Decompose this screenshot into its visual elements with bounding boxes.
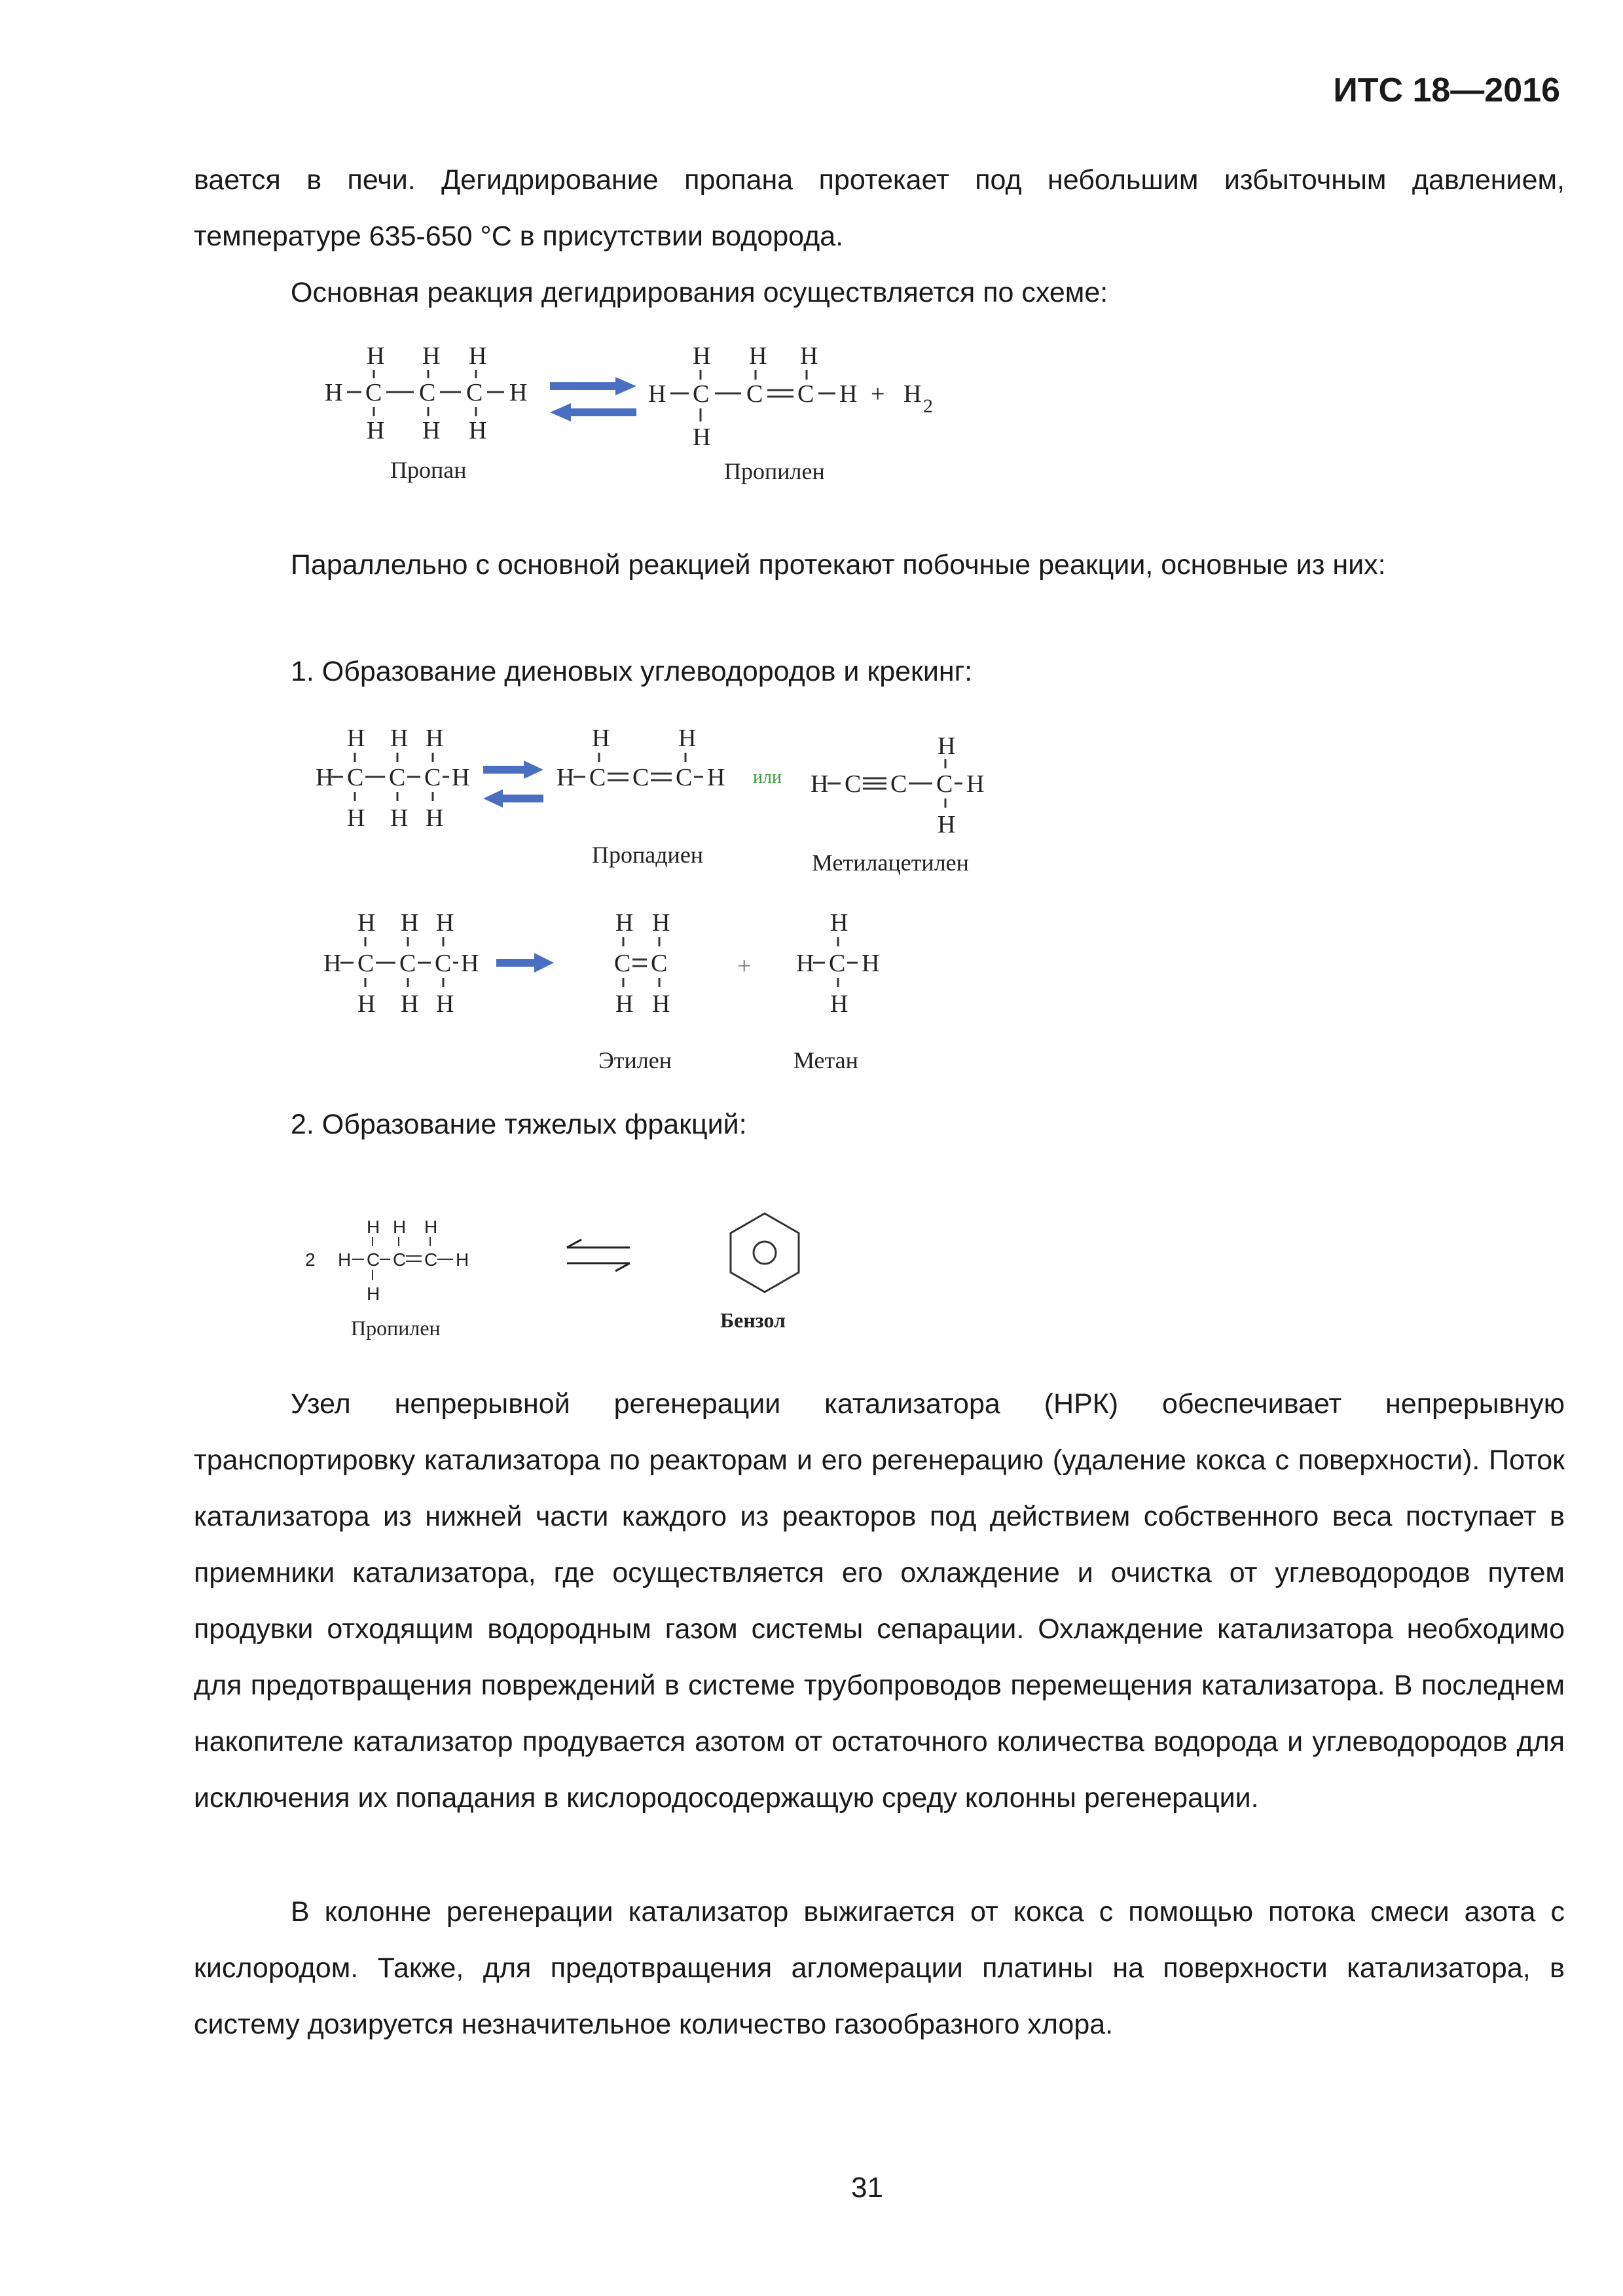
svg-text:H: H [592,725,610,752]
svg-text:H: H [652,990,670,1018]
svg-text:C: C [890,770,907,798]
svg-text:2: 2 [923,395,933,417]
list-item-1: 1. Образование диеновых углеводородов и крекинг: [291,656,973,687]
svg-text:C: C [389,764,406,791]
svg-text:H: H [469,342,487,370]
svg-text:H: H [707,764,725,791]
main-reaction [325,342,933,484]
svg-text:C: C [845,770,862,798]
svg-text:H: H [456,1249,469,1270]
document-id: ИТС 18—2016 [1333,71,1560,109]
svg-text:H: H [357,909,376,937]
reverse-arrow-icon [550,403,636,422]
cracking-reaction [323,909,879,1073]
equilibrium-arrow-icon [567,1240,630,1271]
svg-text:H: H [615,990,634,1018]
benzene-label: Бензол [720,1308,786,1332]
svg-text:H: H [347,725,365,752]
svg-text:H: H [800,342,818,370]
ethylene-label: Этилен [598,1047,672,1073]
svg-text:H: H [436,990,454,1018]
svg-text:C: C [614,950,631,977]
svg-text:C: C [347,764,364,791]
svg-text:C: C [632,764,649,791]
paragraph-3: Параллельно с основной реакцией протекают побочные реакции, основные из них: [291,549,1386,581]
forward-arrow-icon [550,377,636,395]
svg-text:H: H [401,990,419,1018]
svg-text:H: H [615,909,634,937]
svg-text:H: H [862,950,880,977]
forward-arrow-icon [483,761,543,779]
svg-text:H: H [693,423,711,451]
benzene-ring-icon [731,1213,799,1292]
svg-text:H: H [393,1217,407,1237]
svg-text:H: H [830,990,848,1018]
svg-text:C: C [424,764,441,791]
svg-text:H: H [938,732,956,760]
svg-text:H: H [509,379,528,406]
forward-arrow-icon [496,953,554,973]
svg-text:+: + [737,952,752,980]
svg-text:C: C [589,764,606,791]
svg-text:H: H [426,725,444,752]
svg-text:H: H [424,1217,438,1237]
svg-text:C: C [393,1249,407,1270]
svg-text:H: H [357,990,376,1018]
svg-text:H: H [469,417,487,444]
diene-reaction [316,725,984,876]
svg-text:C: C [365,379,382,406]
svg-text:H: H [347,804,365,832]
svg-text:H: H [422,342,441,370]
or-connector: или [753,767,782,787]
svg-text:C: C [676,764,693,791]
propadiene-label: Пропадиен [592,842,704,868]
svg-text:H: H [648,380,666,408]
svg-text:H: H [830,909,848,937]
svg-text:C: C [651,950,668,977]
list-item-2: 2. Образование тяжелых фракций: [291,1109,747,1140]
svg-text:C: C [693,380,710,408]
svg-text:H: H [338,1249,352,1270]
svg-text:H: H [966,770,985,798]
svg-text:C: C [746,380,763,408]
svg-text:H: H [452,764,470,791]
svg-text:C: C [466,379,483,406]
svg-text:H: H [426,804,444,832]
svg-text:H: H [367,1217,380,1237]
paragraph-2: Основная реакция дегидрирования осуществляется по схеме: [291,277,1108,308]
svg-text:H: H [367,1283,380,1304]
svg-text:C: C [357,950,374,977]
svg-text:C: C [829,950,846,977]
svg-text:H: H [367,417,385,444]
svg-text:H: H [693,342,711,370]
svg-text:H: H [323,950,342,977]
svg-text:H: H [556,764,575,791]
svg-text:H: H [796,950,814,977]
svg-text:H: H [367,342,385,370]
methane-label: Метан [793,1047,858,1073]
svg-text:C: C [936,770,953,798]
hydrogen-formula: H [903,380,922,408]
propylene-label: Пропилен [351,1316,441,1340]
paragraph-1: вается в печи. Дегидрирование пропана протекает под небольшим избыточным давлением, температуре 635-650 °С в присутствии водорода. [194,164,1565,252]
paragraph-5: В колонне регенерации катализатор выжигается от кокса с помощью потока смеси азота с кислородом. Также, для предотвращения агломерации платины на поверхности катализатора, в систему дозируется незначительное количество газообразного хлора. [194,1896,1565,2040]
svg-text:H: H [678,725,697,752]
svg-text:C: C [435,950,452,977]
propane-label: Пропан [390,457,467,483]
svg-text:H: H [390,725,409,752]
svg-text:H: H [436,909,454,937]
svg-text:C: C [399,950,416,977]
svg-text:H: H [839,380,858,408]
svg-text:H: H [652,909,670,937]
svg-text:H: H [461,950,479,977]
paragraph-4: Узел непрерывной регенерации катализатора (НРК) обеспечивает непрерывную транспортировку катализатора по реакторам и его регенерацию (удаление кокса с поверхности). Поток катализатора из нижней части каждого из реакторов под действием собственного веса поступает в приемники катализатора, где осуществляется его охлаждение и очистка от углеводородов путем продувки отходящим водородным газом системы сепарации. Охлаждение катализатора необходимо для предотвращения повреждений в системе трубопроводов перемещения катализатора. В последнем накопителе катализатор продувается азотом от остаточного количества водорода и углеводородов для исключения их попадания в кислородосодержащую среду колонны регенерации. [194,1388,1565,1814]
svg-text:C: C [424,1249,438,1270]
svg-text:C: C [797,380,814,408]
svg-text:+: + [871,380,885,408]
svg-text:H: H [749,342,767,370]
coefficient: 2 [305,1249,316,1270]
svg-text:C: C [367,1249,380,1270]
svg-text:H: H [938,811,956,838]
svg-text:C: C [419,379,436,406]
svg-text:H: H [316,764,334,791]
svg-text:H: H [325,379,343,406]
methylacetylene-label: Метилацетилен [812,850,969,876]
page-number: 31 [851,2172,883,2204]
svg-text:H: H [401,909,419,937]
svg-text:H: H [390,804,409,832]
svg-text:H: H [422,417,441,444]
reverse-arrow-icon [483,789,543,808]
heavy-fractions-reaction [305,1213,799,1340]
svg-text:H: H [811,770,829,798]
propylene-label: Пропилен [724,458,825,484]
